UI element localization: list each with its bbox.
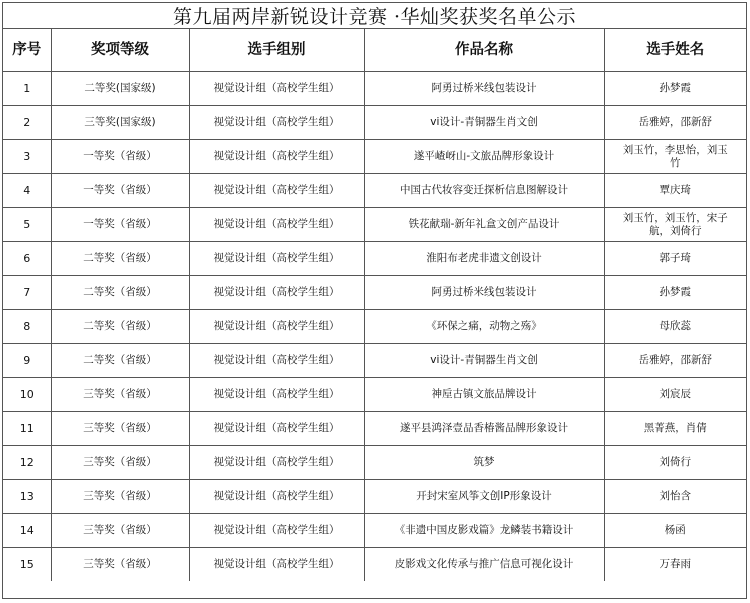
cell-name: 刘玉竹，李思怡，刘玉竹 xyxy=(604,140,746,174)
cell-work: 铁花献瑞-新年礼盒文创产品设计 xyxy=(364,208,604,242)
cell-group: 视觉设计组（高校学生组） xyxy=(189,378,364,412)
cell-name: 黑菁燕，肖倩 xyxy=(604,412,746,446)
table-row xyxy=(3,208,746,242)
cell-group: 视觉设计组（高校学生组） xyxy=(189,208,364,242)
table-row xyxy=(3,140,746,174)
cell-work: 阿勇过桥米线包装设计 xyxy=(364,276,604,310)
cell-group: 视觉设计组（高校学生组） xyxy=(189,242,364,276)
cell-group: 视觉设计组（高校学生组） xyxy=(189,72,364,106)
cell-group: 视觉设计组（高校学生组） xyxy=(189,344,364,378)
cell-group: 视觉设计组（高校学生组） xyxy=(189,446,364,480)
cell-number: 13 xyxy=(3,480,51,514)
cell-work: 《非遗中国皮影戏篇》龙鳞装书籍设计 xyxy=(364,514,604,548)
table-row xyxy=(3,72,746,106)
cell-name: 刘玉竹，刘玉竹，宋子航，刘倚行 xyxy=(604,208,746,242)
award-list-document xyxy=(2,2,747,599)
cell-group: 视觉设计组（高校学生组） xyxy=(189,548,364,582)
cell-name: 刘宸辰 xyxy=(604,378,746,412)
table-row xyxy=(3,548,746,582)
cell-award: 一等奖（省级） xyxy=(51,140,189,174)
cell-number: 14 xyxy=(3,514,51,548)
cell-name: 万春雨 xyxy=(604,548,746,582)
cell-number: 10 xyxy=(3,378,51,412)
cell-award: 三等奖（省级） xyxy=(51,548,189,582)
cell-name: 母欣蕊 xyxy=(604,310,746,344)
table-body xyxy=(3,72,746,582)
table-row xyxy=(3,242,746,276)
cell-name: 岳雅婷，邵新舒 xyxy=(604,106,746,140)
cell-award: 二等奖（省级） xyxy=(51,276,189,310)
cell-name: 孙梦霞 xyxy=(604,72,746,106)
cell-work: 筑梦 xyxy=(364,446,604,480)
cell-award: 三等奖（省级） xyxy=(51,514,189,548)
column-header-work: 作品名称 xyxy=(364,29,604,72)
cell-number: 9 xyxy=(3,344,51,378)
document-title-bar xyxy=(3,3,746,29)
column-header-group: 选手组别 xyxy=(189,29,364,72)
cell-award: 三等奖（省级） xyxy=(51,412,189,446)
cell-number: 15 xyxy=(3,548,51,582)
cell-group: 视觉设计组（高校学生组） xyxy=(189,480,364,514)
cell-work: 皮影戏文化传承与推广信息可视化设计 xyxy=(364,548,604,582)
cell-name: 刘倚行 xyxy=(604,446,746,480)
cell-work: 中国古代妆容变迁探析信息图解设计 xyxy=(364,174,604,208)
cell-award: 一等奖（省级） xyxy=(51,174,189,208)
cell-work: 神垕古镇文旅品牌设计 xyxy=(364,378,604,412)
table-header-row xyxy=(3,29,746,72)
cell-award: 二等奖(国家级) xyxy=(51,72,189,106)
cell-group: 视觉设计组（高校学生组） xyxy=(189,140,364,174)
table-row xyxy=(3,514,746,548)
cell-work: 阿勇过桥米线包装设计 xyxy=(364,72,604,106)
cell-group: 视觉设计组（高校学生组） xyxy=(189,106,364,140)
cell-number: 8 xyxy=(3,310,51,344)
award-table xyxy=(3,29,746,581)
column-header-name: 选手姓名 xyxy=(604,29,746,72)
cell-work: 淮阳布老虎非遗文创设计 xyxy=(364,242,604,276)
cell-award: 三等奖（省级） xyxy=(51,480,189,514)
cell-number: 5 xyxy=(3,208,51,242)
cell-award: 三等奖（省级） xyxy=(51,378,189,412)
cell-number: 1 xyxy=(3,72,51,106)
cell-group: 视觉设计组（高校学生组） xyxy=(189,276,364,310)
table-row xyxy=(3,412,746,446)
table-row xyxy=(3,378,746,412)
cell-name: 刘怡含 xyxy=(604,480,746,514)
cell-work: 《环保之痛，动物之殇》 xyxy=(364,310,604,344)
table-row xyxy=(3,276,746,310)
cell-name: 郭子琦 xyxy=(604,242,746,276)
cell-award: 二等奖（省级） xyxy=(51,344,189,378)
table-row xyxy=(3,446,746,480)
cell-award: 一等奖（省级） xyxy=(51,208,189,242)
cell-award: 三等奖（省级） xyxy=(51,446,189,480)
cell-number: 2 xyxy=(3,106,51,140)
cell-name: 孙梦霞 xyxy=(604,276,746,310)
cell-work: vi设计-青铜器生肖文创 xyxy=(364,344,604,378)
cell-name: 覃庆琦 xyxy=(604,174,746,208)
cell-number: 11 xyxy=(3,412,51,446)
table-row xyxy=(3,106,746,140)
column-header-award: 奖项等级 xyxy=(51,29,189,72)
cell-number: 4 xyxy=(3,174,51,208)
cell-group: 视觉设计组（高校学生组） xyxy=(189,310,364,344)
cell-work: 遂平嵖岈山-文旅品牌形象设计 xyxy=(364,140,604,174)
cell-work: vi设计-青铜器生肖文创 xyxy=(364,106,604,140)
cell-group: 视觉设计组（高校学生组） xyxy=(189,514,364,548)
table-row xyxy=(3,310,746,344)
cell-number: 12 xyxy=(3,446,51,480)
table-row xyxy=(3,480,746,514)
table-row xyxy=(3,174,746,208)
cell-number: 3 xyxy=(3,140,51,174)
table-row xyxy=(3,344,746,378)
cell-work: 开封宋室风筝文创IP形象设计 xyxy=(364,480,604,514)
cell-award: 二等奖（省级） xyxy=(51,310,189,344)
cell-work: 遂平县鸿泽壹品香椿酱品牌形象设计 xyxy=(364,412,604,446)
cell-number: 6 xyxy=(3,242,51,276)
column-header-number: 序号 xyxy=(3,29,51,72)
cell-group: 视觉设计组（高校学生组） xyxy=(189,174,364,208)
document-title: 第九届两岸新锐设计竞赛 ·华灿奖获奖名单公示 xyxy=(172,6,577,28)
cell-number: 7 xyxy=(3,276,51,310)
cell-name: 岳雅婷，邵新舒 xyxy=(604,344,746,378)
cell-award: 二等奖（省级） xyxy=(51,242,189,276)
cell-name: 杨函 xyxy=(604,514,746,548)
cell-group: 视觉设计组（高校学生组） xyxy=(189,412,364,446)
cell-award: 三等奖(国家级) xyxy=(51,106,189,140)
